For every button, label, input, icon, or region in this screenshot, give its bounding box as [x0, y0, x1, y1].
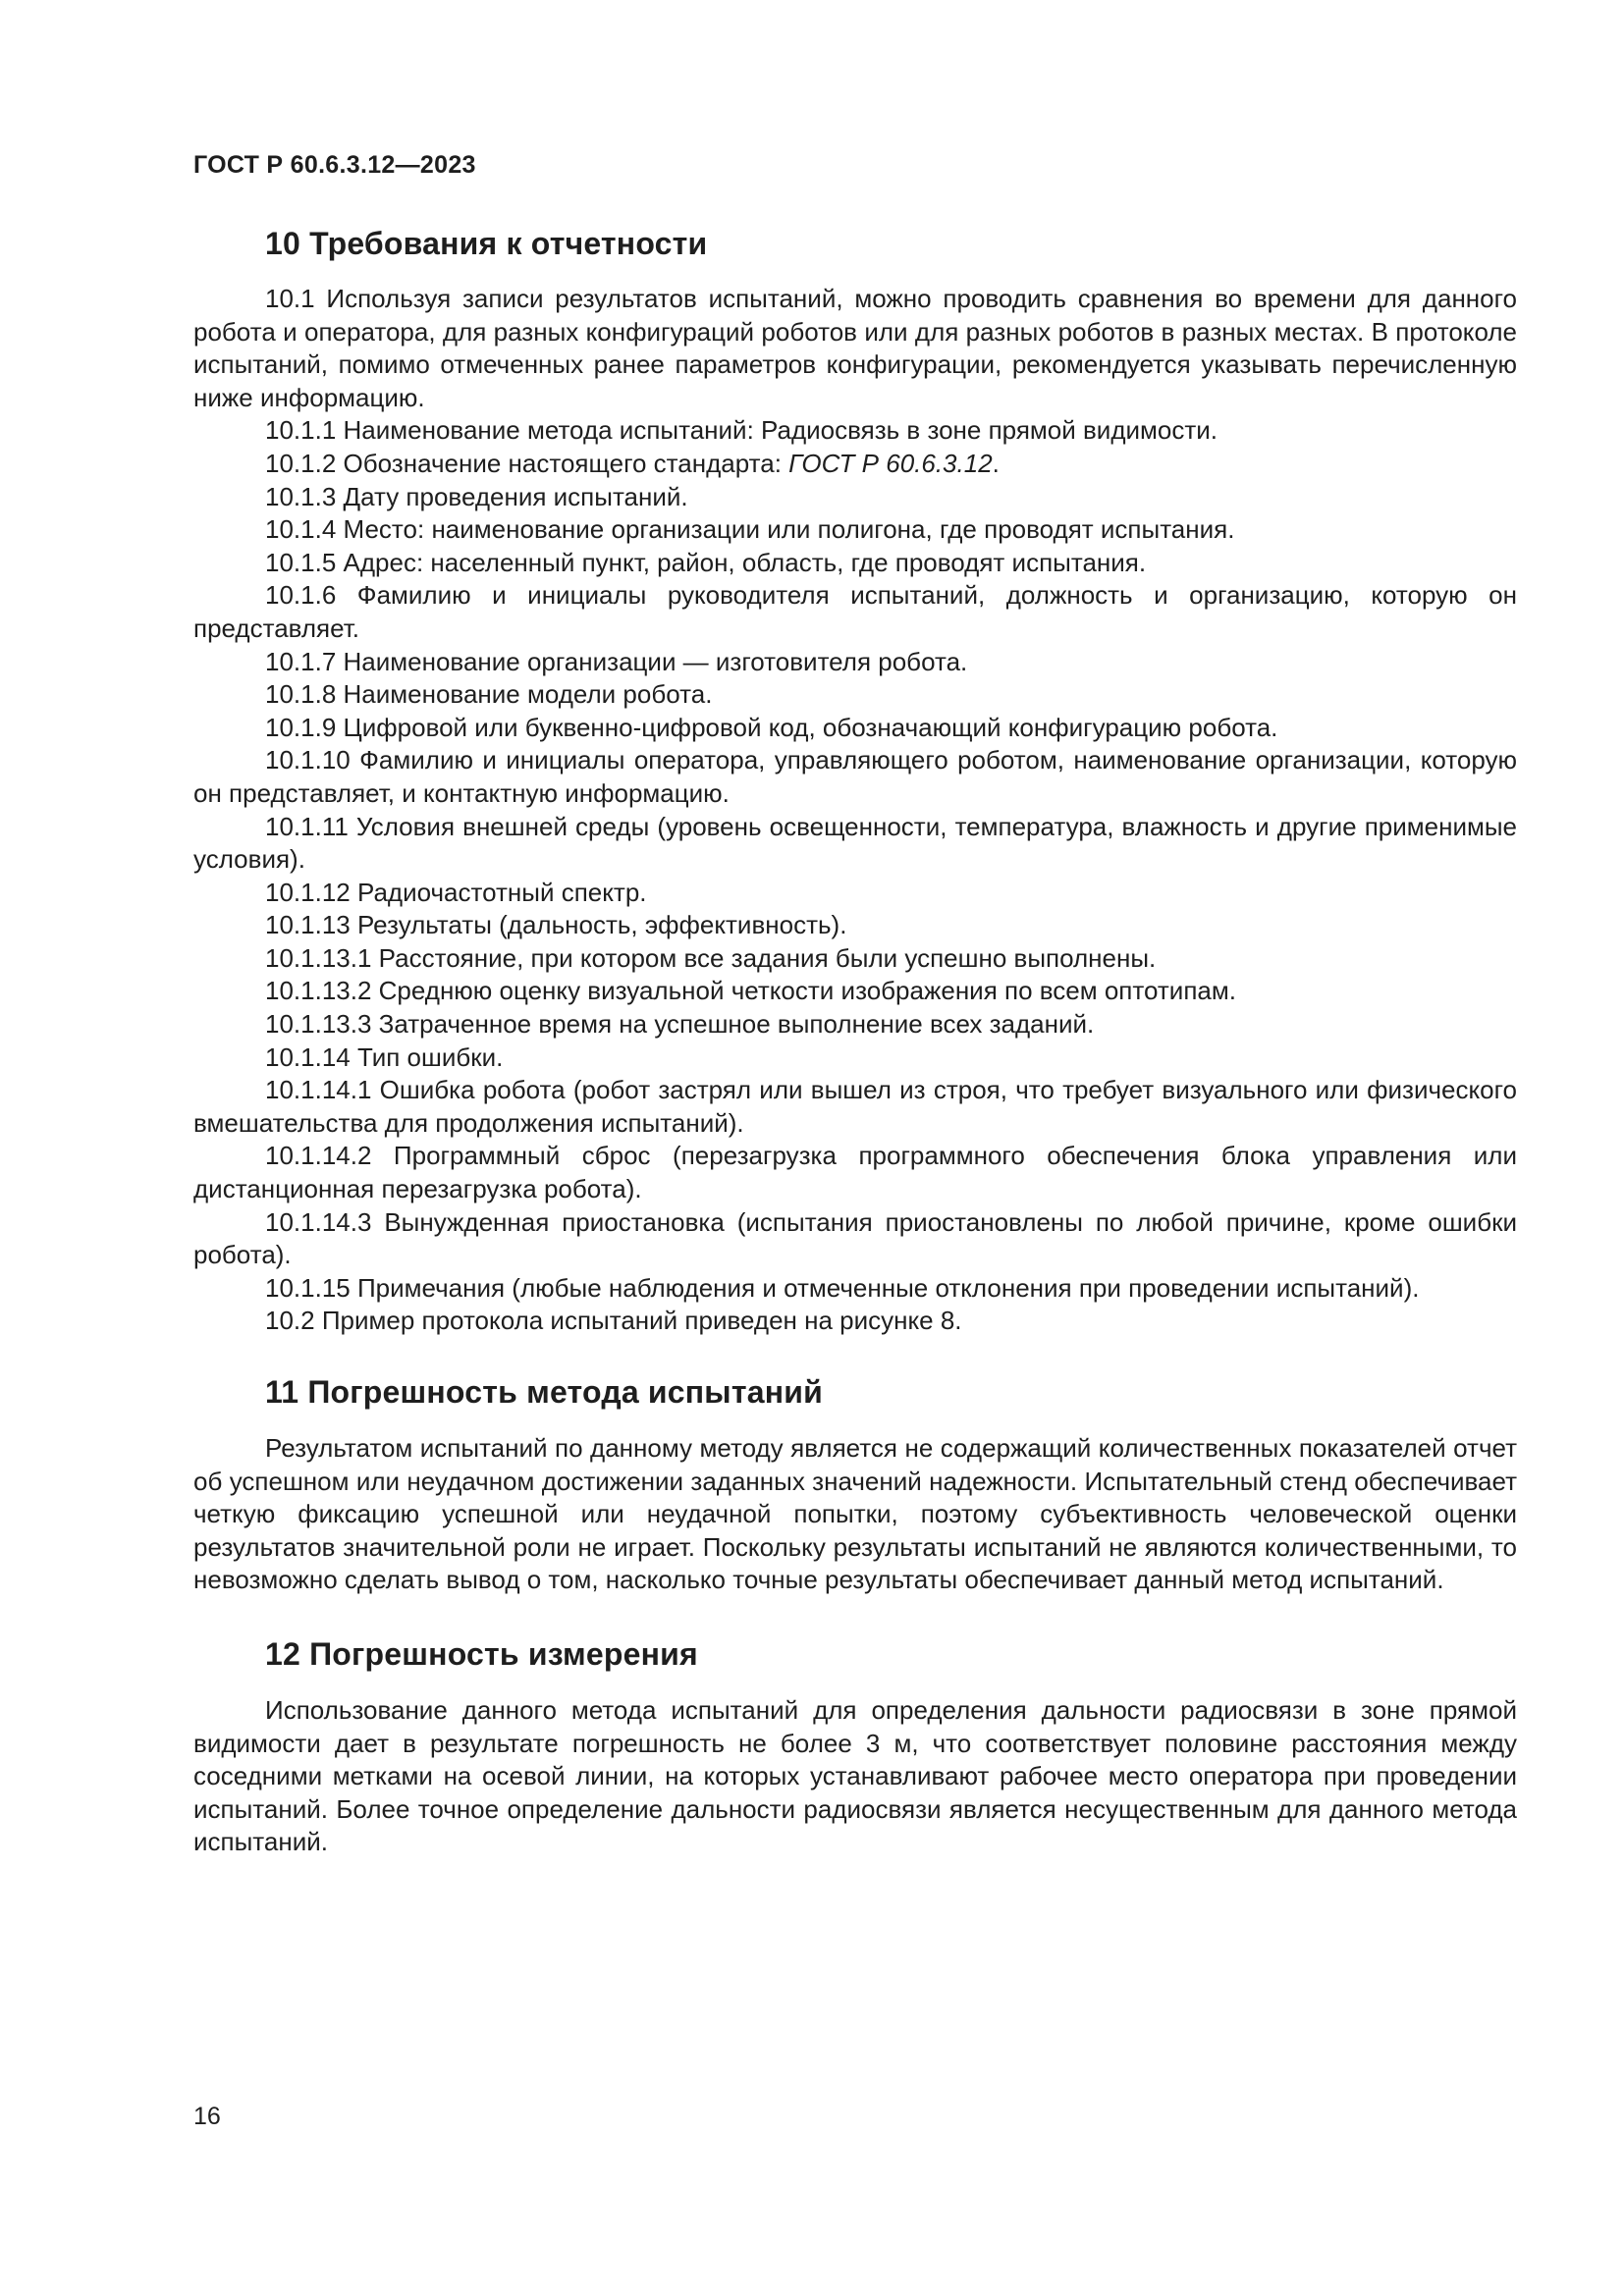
paragraph-10-1-10: 10.1.10 Фамилию и инициалы оператора, управляющего роботом, наименование организации, которую он представляет, и контактную информацию.: [193, 745, 1517, 808]
paragraph-10-1-5: 10.1.5 Адрес: населенный пункт, район, область, где проводят испытания.: [265, 547, 1147, 577]
paragraph-10-1-14-3: 10.1.14.3 Вынужденная приостановка (испытания приостановлены по любой причине, кроме ошибки робота).: [193, 1206, 1517, 1270]
paragraph-10-2: 10.2 Пример протокола испытаний приведен на рисунке 8.: [265, 1306, 962, 1336]
standard-reference: ГОСТ Р 60.6.3.12: [788, 448, 993, 478]
paragraph-10-1-2: [193, 448, 1517, 481]
document-body: [193, 224, 1517, 1859]
paragraph-10-1-7: 10.1.7 Наименование организации — изготовителя робота.: [265, 646, 968, 676]
paragraph-text: 10.1.2 Обозначение настоящего стандарта:: [265, 448, 789, 478]
paragraph-10-1-12: 10.1.12 Радиочастотный спектр.: [265, 877, 647, 907]
paragraph-10-1: 10.1 Используя записи результатов испытаний, можно проводить сравнения во времени для данного робота и оператора, для разных конфигураций роботов или для разных роботов в разных местах. В протоколе испытаний, помимо отмеченных ранее параметров конфигурации, рекомендуется указывать перечисленную ниже информацию.: [193, 284, 1517, 412]
paragraph-10-1-14-2: 10.1.14.2 Программный сброс (перезагрузка программного обеспечения блока управления или дистанционная перезагрузка робота).: [193, 1141, 1517, 1204]
paragraph-12: Использование данного метода испытаний для определения дальности радиосвязи в зоне прямой видимости дает в результате погрешность не более 3 м, что соответствует половине расстояния между соседними метками на осевой линии, на которых устанавливают рабочее место оператора при проведении испытаний. Более точное определение дальности радиосвязи является несущественным для данного метода испытаний.: [193, 1694, 1517, 1857]
paragraph-10-1-1: 10.1.1 Наименование метода испытаний: Радиосвязь в зоне прямой видимости.: [265, 415, 1218, 446]
paragraph-10-1-13: 10.1.13 Результаты (дальность, эффективность).: [265, 910, 847, 940]
paragraph-10-1-13-3: 10.1.13.3 Затраченное время на успешное выполнение всех заданий.: [265, 1009, 1095, 1040]
document-header: ГОСТ Р 60.6.3.12—2023: [193, 151, 476, 179]
paragraph-10-1-15: 10.1.15 Примечания (любые наблюдения и отмеченные отклонения при проведении испытаний).: [265, 1272, 1420, 1303]
paragraph-10-1-4: 10.1.4 Место: наименование организации или полигона, где проводят испытания.: [265, 514, 1235, 545]
paragraph-10-1-8: 10.1.8 Наименование модели робота.: [265, 679, 713, 710]
paragraph-10-1-14-1: 10.1.14.1 Ошибка робота (робот застрял или вышел из строя, что требует визуального или физического вмешательства для продолжения испытаний).: [193, 1075, 1517, 1138]
page-number: 16: [193, 2103, 221, 2130]
paragraph-text: .: [992, 448, 1000, 478]
paragraph-10-1-6: 10.1.6 Фамилию и инициалы руководителя испытаний, должность и организацию, которую он представляет.: [193, 580, 1517, 643]
section-10-title: 10 Требования к отчетности: [265, 226, 708, 261]
paragraph-10-1-13-2: 10.1.13.2 Среднюю оценку визуальной четкости изображения по всем оптотипам.: [265, 976, 1236, 1006]
section-12-title: 12 Погрешность измерения: [265, 1635, 698, 1672]
section-11-title: 11 Погрешность метода испытаний: [265, 1374, 823, 1410]
paragraph-10-1-9: 10.1.9 Цифровой или буквенно-цифровой код, обозначающий конфигурацию робота.: [265, 712, 1278, 742]
paragraph-11: Результатом испытаний по данному методу является не содержащий количественных показателей отчет об успешном или неудачном достижении заданных значений надежности. Испытательный стенд обеспечивает четкую фиксацию успешной или неудачной попытки, поэтому субъективность человеческой оценки результатов значительной роли не играет. Поскольку результаты испытаний не являются количественными, то невозможно сделать вывод о том, насколько точные результаты обеспечивает данный метод испытаний.: [193, 1433, 1517, 1595]
paragraph-10-1-13-1: 10.1.13.1 Расстояние, при котором все задания были успешно выполнены.: [265, 942, 1157, 973]
paragraph-10-1-3: 10.1.3 Дату проведения испытаний.: [265, 481, 688, 511]
paragraph-10-1-14: 10.1.14 Тип ошибки.: [265, 1041, 504, 1072]
paragraph-10-1-11: 10.1.11 Условия внешней среды (уровень освещенности, температура, влажность и другие применимые условия).: [193, 811, 1517, 875]
